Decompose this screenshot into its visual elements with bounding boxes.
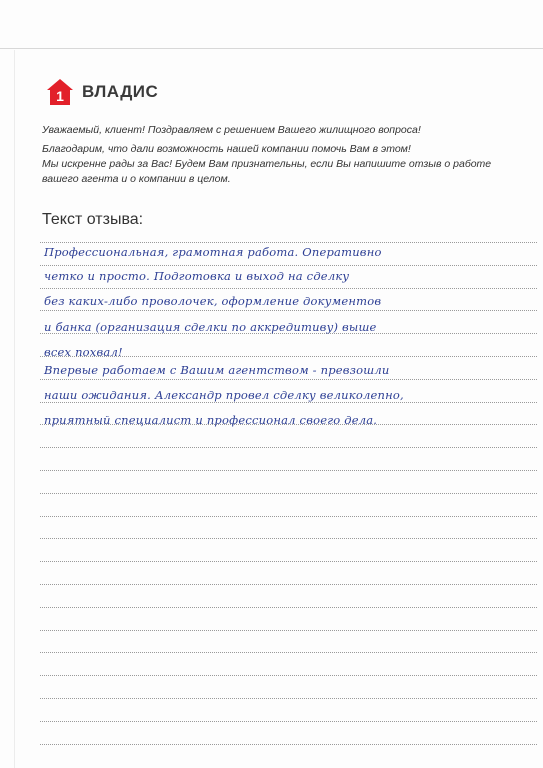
intro-line: вашего агента и о компании в целом. [42, 173, 231, 185]
handwritten-line: наши ожидания. Александр провел сделку великолепно, [44, 388, 404, 402]
ruled-line [40, 607, 537, 608]
ruled-line [40, 744, 537, 745]
ruled-line [40, 288, 537, 289]
ruled-line [40, 652, 537, 653]
ruled-line [40, 516, 537, 517]
handwritten-line: и банка (организация сделки по аккредитиву) выше [44, 320, 377, 334]
intro-line: Благодарим, что дали возможность нашей компании помочь Вам в этом! [42, 143, 411, 155]
ruled-line [40, 675, 537, 676]
ruled-line [40, 584, 537, 585]
intro-line: Мы искренне рады за Вас! Будем Вам признательны, если Вы напишите отзыв о работе [42, 158, 492, 170]
intro-greeting: Уважаемый, клиент! Поздравляем с решением Вашего жилищного вопроса! [42, 124, 421, 136]
ruled-line [40, 493, 537, 494]
handwritten-line: Профессиональная, грамотная работа. Оперативно [44, 245, 382, 259]
intro-paragraph [42, 142, 502, 187]
handwritten-line: приятный специалист и профессионал своего дела. [44, 413, 378, 427]
ruled-line [40, 538, 537, 539]
brand-name: ВЛАДИС [82, 82, 159, 101]
ruled-line [40, 630, 537, 631]
handwritten-line: Впервые работаем с Вашим агентством - превзошли [44, 363, 390, 377]
ruled-line [40, 265, 537, 266]
handwritten-line: без каких-либо проволочек, оформление документов [44, 294, 382, 308]
vladis-logo [46, 78, 158, 106]
ruled-line [40, 447, 537, 448]
ruled-line [40, 470, 537, 471]
ruled-line [40, 379, 537, 380]
scan-side-line [14, 50, 15, 768]
handwritten-line: четко и просто. Подготовка и выход на сделку [44, 269, 350, 283]
ruled-line [40, 561, 537, 562]
review-heading: Текст отзыва: [42, 211, 144, 228]
ruled-line [40, 721, 537, 722]
ruled-line [40, 698, 537, 699]
review-ruled-lines [40, 240, 537, 760]
scan-edge-line [0, 48, 543, 49]
house-logo-icon [46, 78, 74, 106]
handwritten-line: всех похвал! [44, 345, 123, 359]
ruled-line [40, 242, 537, 243]
svg-text:1: 1 [56, 88, 64, 104]
ruled-line [40, 310, 537, 311]
